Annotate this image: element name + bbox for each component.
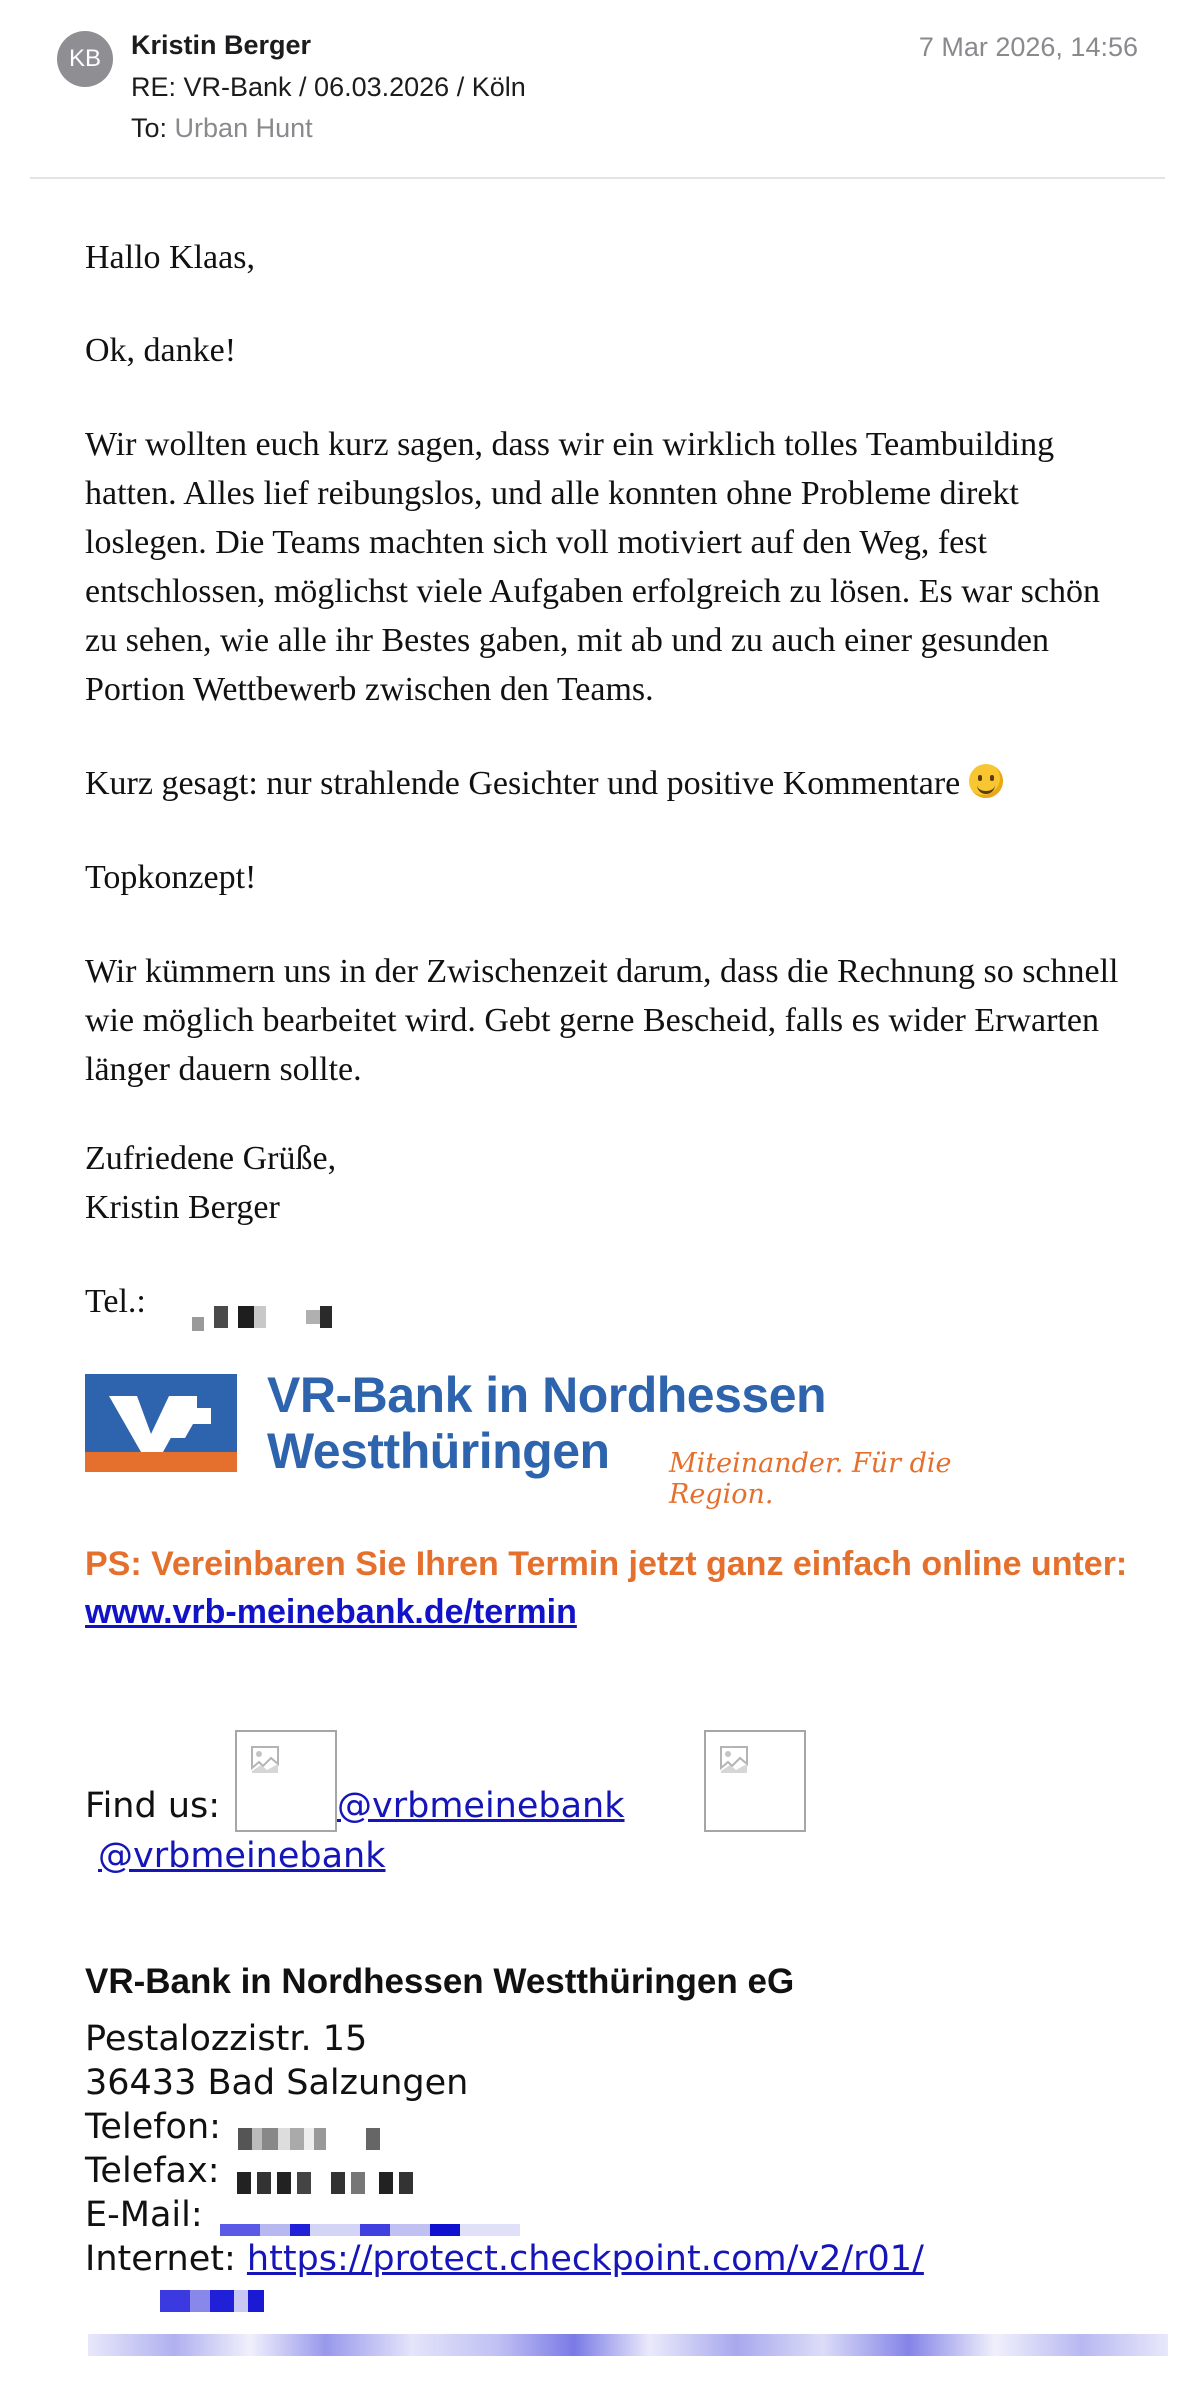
recipient-line bbox=[131, 113, 313, 144]
company-name: VR-Bank in Nordhessen Westthüringen eG bbox=[85, 1962, 795, 2001]
internet-line bbox=[85, 2237, 924, 2281]
phone-label: Telefon: bbox=[85, 2107, 221, 2147]
phone-line bbox=[85, 2105, 380, 2149]
recipient-name[interactable]: Urban Hunt bbox=[174, 113, 313, 143]
redacted-fax-number bbox=[237, 2161, 413, 2183]
tel-line bbox=[85, 1277, 1125, 1326]
social-image-2[interactable] bbox=[704, 1730, 806, 1832]
closing: Zufriedene Grüße, bbox=[85, 1140, 337, 1177]
address-city: 36433 Bad Salzungen bbox=[85, 2063, 469, 2103]
body-paragraph-2: Wir wollten euch kurz sagen, dass wir ein wirklich tolles Teambuilding hatten. Alles lief reibungslos, und alle konnten ohne Probleme direkt loslegen. Die Teams machten sich voll motiviert auf den Weg, fest entschlossen, möglichst viele Aufgaben erfolgreich zu lösen. Es war schön zu sehen, wie alle ihr Bestes gaben, mit ab und zu auch einer gesunden Portion Wettbewerb zwischen den Teams. bbox=[85, 426, 1101, 708]
broken-image-icon bbox=[718, 1744, 750, 1776]
redacted-phone bbox=[192, 1293, 332, 1315]
social-handle-2[interactable]: @vrbmeinebank bbox=[98, 1836, 386, 1876]
signature-name: Kristin Berger bbox=[85, 1189, 280, 1226]
to-label: To: bbox=[131, 113, 168, 143]
social-image-1[interactable] bbox=[235, 1730, 337, 1832]
broken-image-icon bbox=[249, 1744, 281, 1776]
redacted-phone-number bbox=[238, 2117, 380, 2139]
header-divider bbox=[30, 177, 1165, 179]
body-paragraph-3-text: Kurz gesagt: nur strahlende Gesichter und positive Kommentare bbox=[85, 765, 961, 802]
body-paragraph-1: Ok, danke! bbox=[85, 332, 237, 369]
body-paragraph-3 bbox=[85, 759, 1125, 808]
ps-text: PS: Vereinbaren Sie Ihren Termin jetzt ganz einfach online unter: bbox=[85, 1545, 1128, 1583]
logo-text-line-2: Westthüringen bbox=[267, 1423, 610, 1479]
smiling-face-icon bbox=[969, 764, 1003, 798]
email-line bbox=[85, 2193, 520, 2237]
internet-link[interactable]: https://protect.checkpoint.com/v2/r01/ bbox=[246, 2239, 924, 2279]
greeting: Hallo Klaas, bbox=[85, 239, 255, 276]
fax-label: Telefax: bbox=[85, 2151, 220, 2191]
body-paragraph-4: Topkonzept! bbox=[85, 859, 257, 896]
tel-label: Tel.: bbox=[85, 1283, 146, 1320]
redacted-email-address[interactable] bbox=[220, 2203, 520, 2229]
find-us-label: Find us: bbox=[85, 1786, 221, 1826]
email-label: E-Mail: bbox=[85, 2195, 203, 2235]
body-paragraph-5: Wir kümmern uns in der Zwischenzeit darum, dass die Rechnung so schnell wie möglich bearbeitet wird. Gebt gerne Bescheid, falls es wider Erwarten länger dauern sollte. bbox=[85, 953, 1119, 1088]
logo-slogan: Miteinander. Für die Region. bbox=[669, 1448, 952, 1510]
ps-note bbox=[85, 1540, 1145, 1636]
social-handle-1[interactable]: @vrbmeinebank bbox=[337, 1786, 625, 1826]
sender-name[interactable]: Kristin Berger bbox=[131, 30, 312, 60]
email-subject: RE: VR-Bank / 06.03.2026 / Köln bbox=[131, 72, 526, 102]
vr-bank-logo-icon bbox=[85, 1374, 237, 1472]
redacted-link-continuation[interactable] bbox=[160, 2290, 264, 2312]
internet-label: Internet: bbox=[85, 2239, 236, 2279]
redacted-link-tail[interactable] bbox=[88, 2334, 1168, 2356]
logo-text-line-1: VR-Bank in Nordhessen bbox=[267, 1367, 827, 1423]
fax-line bbox=[85, 2149, 413, 2193]
sender-avatar[interactable]: KB bbox=[57, 31, 113, 87]
bank-logo[interactable] bbox=[85, 1367, 1045, 1510]
email-date: 7 Mar 2026, 14:56 bbox=[918, 32, 1138, 62]
email-header bbox=[0, 0, 1195, 178]
appointment-link[interactable]: www.vrb-meinebank.de/termin bbox=[85, 1593, 577, 1631]
address-street: Pestalozzistr. 15 bbox=[85, 2019, 368, 2059]
